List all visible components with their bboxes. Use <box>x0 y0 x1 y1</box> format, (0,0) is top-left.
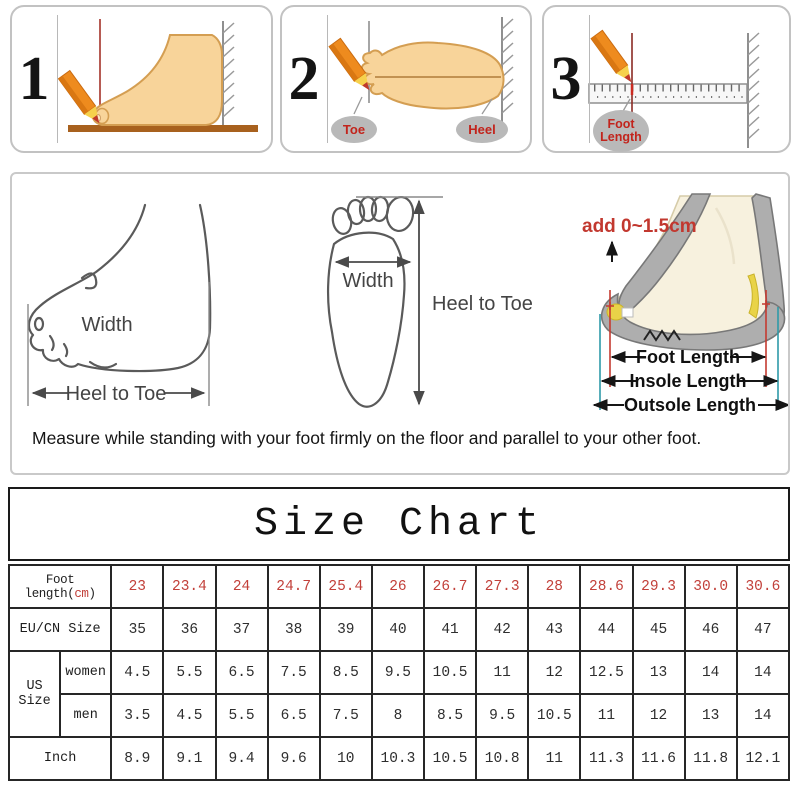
top-width-label: Width <box>342 270 394 292</box>
size-value-cell: 10.5 <box>424 737 476 780</box>
foot-length-label: Foot Length <box>636 347 740 367</box>
size-chart-title-box <box>8 487 790 561</box>
panel-divider <box>57 15 58 143</box>
wall-hatch <box>502 19 513 113</box>
size-value-cell: 11 <box>580 694 632 737</box>
size-value-cell: 38 <box>268 608 320 651</box>
side-width-label: Width <box>81 314 133 336</box>
size-value-cell: 37 <box>216 608 268 651</box>
shoe-length-diagram <box>582 194 788 415</box>
table-row <box>9 651 789 694</box>
measurement-diagram-box <box>10 172 790 475</box>
size-value-cell: 26 <box>372 565 424 608</box>
size-value-cell: 10.5 <box>424 651 476 694</box>
size-value-cell: 11.8 <box>685 737 737 780</box>
row-sub-label: women <box>60 651 111 694</box>
size-value-cell: 10.8 <box>476 737 528 780</box>
table-row <box>9 737 789 780</box>
outsole-length-label: Outsole Length <box>624 395 756 415</box>
size-value-cell: 36 <box>163 608 215 651</box>
size-value-cell: 12.1 <box>737 737 789 780</box>
size-value-cell: 24 <box>216 565 268 608</box>
size-value-cell: 10.3 <box>372 737 424 780</box>
toe-badge <box>331 116 377 143</box>
size-value-cell: 6.5 <box>268 694 320 737</box>
size-value-cell: 28 <box>528 565 580 608</box>
size-value-cell: 39 <box>320 608 372 651</box>
top-heel-to-toe-label: Heel to Toe <box>432 293 533 315</box>
foot-length-badge <box>593 110 649 152</box>
size-value-cell: 30.0 <box>685 565 737 608</box>
size-value-cell: 45 <box>633 608 685 651</box>
size-value-cell: 23.4 <box>163 565 215 608</box>
step-panel-3 <box>542 5 791 153</box>
size-chart-table-wrap <box>8 564 790 781</box>
size-value-cell: 11 <box>476 651 528 694</box>
size-value-cell: 28.6 <box>580 565 632 608</box>
foot-top <box>362 43 504 109</box>
size-value-cell: 14 <box>737 651 789 694</box>
size-value-cell: 29.3 <box>633 565 685 608</box>
pencil-icon <box>58 71 105 128</box>
size-value-cell: 8.9 <box>111 737 163 780</box>
measure-instruction: Measure while standing with your foot firmly on the floor and parallel to your other foot. <box>32 428 702 448</box>
wall-hatch <box>223 23 234 117</box>
side-heel-to-toe-label: Heel to Toe <box>65 383 167 405</box>
size-value-cell: 6.5 <box>216 651 268 694</box>
size-value-cell: 14 <box>737 694 789 737</box>
row-sub-label: men <box>60 694 111 737</box>
size-value-cell: 4.5 <box>111 651 163 694</box>
size-value-cell: 42 <box>476 608 528 651</box>
size-value-cell: 26.7 <box>424 565 476 608</box>
size-value-cell: 9.5 <box>372 651 424 694</box>
size-value-cell: 8 <box>372 694 424 737</box>
row-label: EU/CN Size <box>9 608 111 651</box>
size-value-cell: 23 <box>111 565 163 608</box>
step-panel-2 <box>280 5 532 153</box>
size-value-cell: 10.5 <box>528 694 580 737</box>
heel-badge <box>456 116 508 143</box>
foot-side <box>93 35 222 125</box>
size-value-cell: 11.6 <box>633 737 685 780</box>
panel-divider <box>327 15 328 143</box>
size-value-cell: 4.5 <box>163 694 215 737</box>
size-value-cell: 9.1 <box>163 737 215 780</box>
row-group-label: US Size <box>9 651 60 737</box>
size-value-cell: 47 <box>737 608 789 651</box>
size-value-cell: 46 <box>685 608 737 651</box>
size-value-cell: 25.4 <box>320 565 372 608</box>
size-value-cell: 8.5 <box>424 694 476 737</box>
insole-length-label: Insole Length <box>629 371 747 391</box>
size-chart-title: Size Chart <box>253 501 545 547</box>
size-value-cell: 12.5 <box>580 651 632 694</box>
size-value-cell: 12 <box>528 651 580 694</box>
size-value-cell: 44 <box>580 608 632 651</box>
size-value-cell: 13 <box>633 651 685 694</box>
foot-length-badge-line1: Foot <box>607 116 635 131</box>
size-value-cell: 9.4 <box>216 737 268 780</box>
size-value-cell: 30.6 <box>737 565 789 608</box>
size-value-cell: 14 <box>685 651 737 694</box>
table-row <box>9 694 789 737</box>
size-value-cell: 41 <box>424 608 476 651</box>
step-panel-1 <box>10 5 273 153</box>
panel-divider <box>589 15 590 143</box>
floor <box>68 125 258 132</box>
table-row <box>9 565 789 608</box>
foot-side-diagram <box>28 205 210 406</box>
size-value-cell: 10 <box>320 737 372 780</box>
wall-hatch <box>748 33 759 139</box>
size-value-cell: 7.5 <box>320 694 372 737</box>
step-number-2: 2 <box>288 44 320 113</box>
size-value-cell: 24.7 <box>268 565 320 608</box>
heel-badge-label: Heel <box>468 121 496 137</box>
size-value-cell: 35 <box>111 608 163 651</box>
step-number-3: 3 <box>550 44 582 113</box>
pencil-icon <box>591 30 637 86</box>
table-row <box>9 608 789 651</box>
size-value-cell: 27.3 <box>476 565 528 608</box>
size-value-cell: 43 <box>528 608 580 651</box>
size-value-cell: 7.5 <box>268 651 320 694</box>
toe-connector <box>354 97 362 114</box>
size-value-cell: 3.5 <box>111 694 163 737</box>
footprint-diagram <box>328 195 533 406</box>
step-number-1: 1 <box>18 44 50 113</box>
add-allowance-label: add 0~1.5cm <box>582 216 697 237</box>
size-value-cell: 40 <box>372 608 424 651</box>
size-value-cell: 12 <box>633 694 685 737</box>
size-value-cell: 9.5 <box>476 694 528 737</box>
size-value-cell: 11.3 <box>580 737 632 780</box>
size-value-cell: 11 <box>528 737 580 780</box>
row-label: Inch <box>9 737 111 780</box>
row-label: Foot length(cm) <box>9 565 111 608</box>
size-value-cell: 5.5 <box>163 651 215 694</box>
foot-length-badge-line2: Length <box>600 130 642 144</box>
toe-badge-label: Toe <box>342 121 366 137</box>
size-value-cell: 9.6 <box>268 737 320 780</box>
size-value-cell: 5.5 <box>216 694 268 737</box>
size-value-cell: 8.5 <box>320 651 372 694</box>
size-value-cell: 13 <box>685 694 737 737</box>
size-chart-table <box>8 564 790 781</box>
